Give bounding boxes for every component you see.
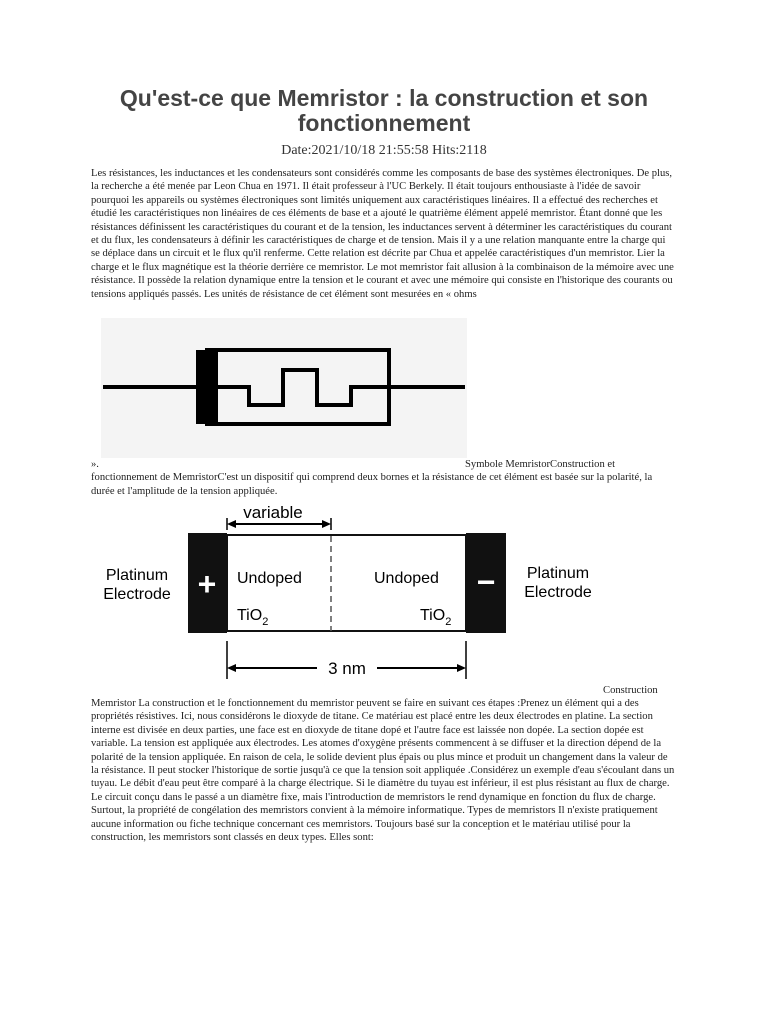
symbol-caption-title: Symbole MemristorConstruction et: [465, 459, 616, 470]
memristor-symbol-figure: [101, 318, 467, 458]
right-electrode-label-1: Platinum: [526, 565, 590, 582]
right-material-label: TiO$_2$: [420, 607, 452, 628]
left-electrode-label-2: Electrode: [103, 586, 171, 603]
article-meta: Date:2021/10/18 21:55:58 Hits:2118: [281, 143, 487, 158]
article-title: Qu'est-ce que Memristor : la construction et son fonctionnement: [119, 85, 649, 136]
intro-paragraph: Les résistances, les inductances et les condensateurs sont considérés comme les composants de base des systèmes électroniques. De plus, la recherche a été menée par Leon Chua en 1971. Il était professeur à l'UC Berkely. Il était toujours enthousiaste à l'idée de savoir pourquoi les appareils ou systèmes électroniques sont limités uniquement aux caractéristiques linéaires. Il a effectué des recherches et étudié les caractéristiques non linéaires de ces éléments de base et a ajouté le quatrième élément appelé memristor. Étant donné que les résistances définissent les caractéristiques du courant et de la tension, les inductances servent à déterminer les caractéristiques du courant et du flux, les condensateurs à définir les caractéristiques de charge et de tension. Mais il y a une relation manquante entre la charge qui se déplace dans un circuit et le flux qu'il renferme. Cette relation est décrite par Chua et appelée caractéristiques d'un memristor. Lier la charge et le flux magnétique est la théorie derrière ce memristor. Le mot memristor fait allusion à la combinaison de la mémoire avec une résistance. Il possède la relation dynamique entre la tension et le courant et avec une mémoire qui consiste en l'historique des courants ou tensions appliqués passés. Les unités de résistance de cet élément sont mesurées en « ohms: [91, 168, 674, 300]
construction-diagram-svg: [91, 498, 611, 684]
right-electrode-label-2: Electrode: [524, 584, 592, 601]
construction-caption-title: Construction: [603, 685, 658, 696]
minus-sign: −: [476, 564, 496, 600]
left-electrode-label-1: Platinum: [105, 567, 169, 584]
left-material-label: TiO$_2$: [237, 607, 269, 628]
memristor-symbol-icon: [101, 318, 467, 458]
symbol-caption-text: fonctionnement de MemristorC'est un dispositif qui comprend deux bornes et la résistance de cet élément est basée sur la polarité, la durée et l'amplitude de la tension appliquée.: [91, 472, 653, 497]
caption-quote-close: ».: [91, 459, 99, 470]
right-region-label: Undoped: [374, 570, 439, 587]
left-region-label: Undoped: [237, 570, 302, 587]
dimension-label: 3 nm: [328, 659, 366, 678]
construction-paragraph: Memristor La construction et le fonctionnement du memristor peuvent se faire en suivant ces étapes :Prenez un élément qui a des propriétés résistives. Ici, nous considérons le dioxyde de titane. Ce matériau est placé entre les deux électrodes en platine. La section interne est divisée en deux parties, une face est en dioxyde de titane dopé et l'autre face est laissée non dopée. La section dopée est variable. La tension est appliquée aux électrodes. Les atomes d'oxygène présents commencent à se diffuser et la direction dépend de la polarité de la tension appliquée. En raison de cela, le solide devient plus épais ou plus mince et produit un changement dans la valeur de la résistance. Il peut stocker l'historique de sortie jusqu'à ce que la tension soit appliquée .Considérez un exemple d'eau s'écoulant dans un tuyau. Le débit d'eau peut être comparé à la charge électrique. Si le diamètre du tuyau est inférieur, il est plus résistant au flux de charge. Le circuit conçu dans le passé a un diamètre fixe, mais l'introduction de memristors le rend dynamique en fonction du flux de charge. Surtout, la propriété de congélation des memristors convient à la mémoire informatique. Types de memristors Il n'existe pratiquement aucune information ou fiche technique concernant ces memristors. Toujours basé sur la conception et le matériau utilisé pour la construction, les memristors sont classés en deux types. Elles sont:: [91, 698, 675, 844]
variable-label: variable: [243, 503, 303, 522]
construction-diagram: [91, 498, 611, 684]
plus-sign: +: [197, 566, 217, 602]
